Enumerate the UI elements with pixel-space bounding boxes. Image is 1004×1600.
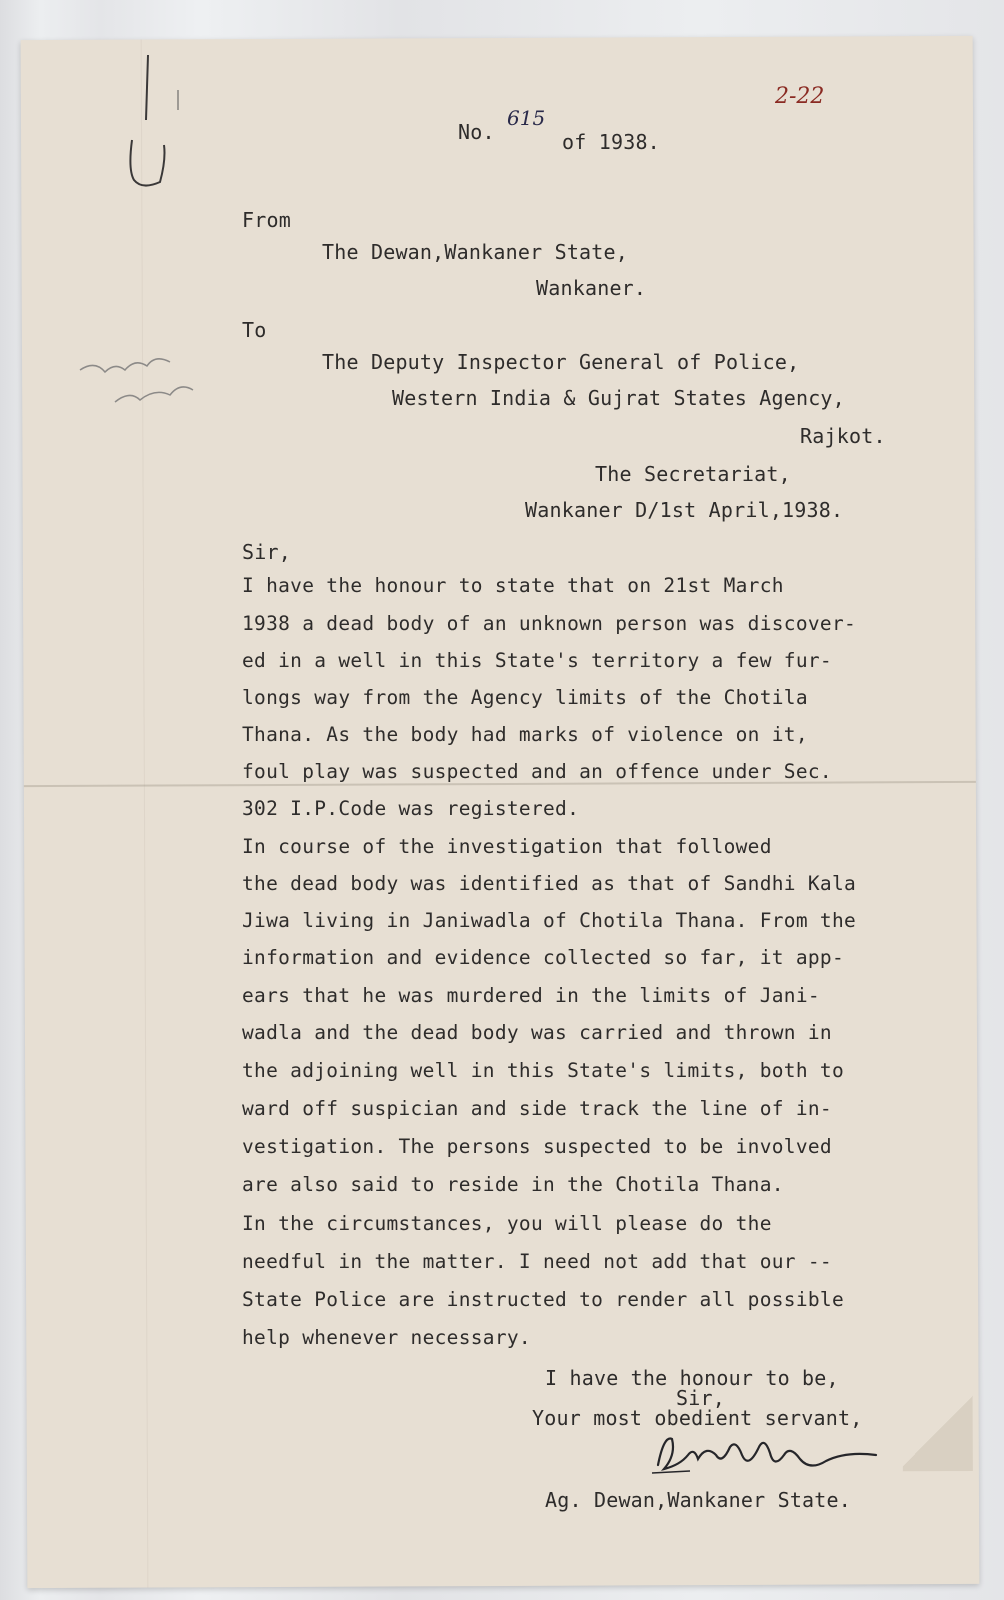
to-label: To [242,318,267,342]
reference-prefix: No. [458,120,495,144]
body-line: 1938 a dead body of an unknown person was discover- [242,612,857,635]
body-line: longs way from the Agency limits of the Chotila [242,686,808,709]
folded-corner [903,1391,973,1471]
place-line: The Secretariat, [595,462,791,486]
recipient-line-2: Western India & Gujrat States Agency, [392,386,845,410]
body-line: ed in a well in this State's territory a few fur- [242,649,832,672]
corner-annotation: 2-22 [775,84,825,109]
recipient-line-3: Rajkot. [800,424,886,448]
body-line: wadla and the dead body was carried and thrown in [242,1021,832,1044]
body-line: are also said to reside in the Chotila Thana. [242,1173,784,1196]
body-line: information and evidence collected so far, it app- [242,946,844,969]
body-line: ears that he was murdered in the limits of Jani- [242,984,820,1007]
salutation: Sir, [242,540,291,564]
closing-sir: Sir, [676,1386,725,1410]
pencil-margin-note [75,340,205,430]
body-line: help whenever necessary. [242,1326,531,1349]
sender-line-1: The Dewan,Wankaner State, [322,240,629,264]
body-line: Thana. As the body had marks of violence on it, [242,723,808,746]
body-line: In course of the investigation that followed [242,835,772,858]
body-line: In the circumstances, you will please do the [242,1212,772,1235]
body-line: Jiwa living in Janiwadla of Chotila Thana. From the [242,909,857,932]
closing-line-2: Your most obedient servant, [532,1406,863,1430]
body-line: 302 I.P.Code was registered. [242,797,580,820]
body-line: I have the honour to state that on 21st March [242,574,784,597]
from-label: From [242,208,291,232]
paper-crease [141,40,149,1588]
reference-number: 615 [507,106,546,130]
sender-line-2: Wankaner. [536,276,647,300]
body-line: the dead body was identified as that of Sandhi Kala [242,872,857,895]
body-line: vestigation. The persons suspected to be involved [242,1135,832,1158]
body-line: State Police are instructed to render all possible [242,1288,844,1311]
body-line: the adjoining well in this State's limits, both to [242,1059,844,1082]
handwritten-signature [650,1425,890,1495]
body-line: needful in the matter. I need not add that our -- [242,1250,832,1273]
body-line: foul play was suspected and an offence under Sec. [242,760,832,783]
reference-year: of 1938. [562,130,660,154]
signatory-title: Ag. Dewan,Wankaner State. [545,1488,852,1512]
closing-line-1: I have the honour to be, [545,1366,839,1390]
date-line: Wankaner D/1st April,1938. [525,498,844,522]
margin-ink-marks [120,50,180,210]
body-line: ward off suspician and side track the line of in- [242,1097,832,1120]
recipient-line-1: The Deputy Inspector General of Police, [322,350,800,374]
